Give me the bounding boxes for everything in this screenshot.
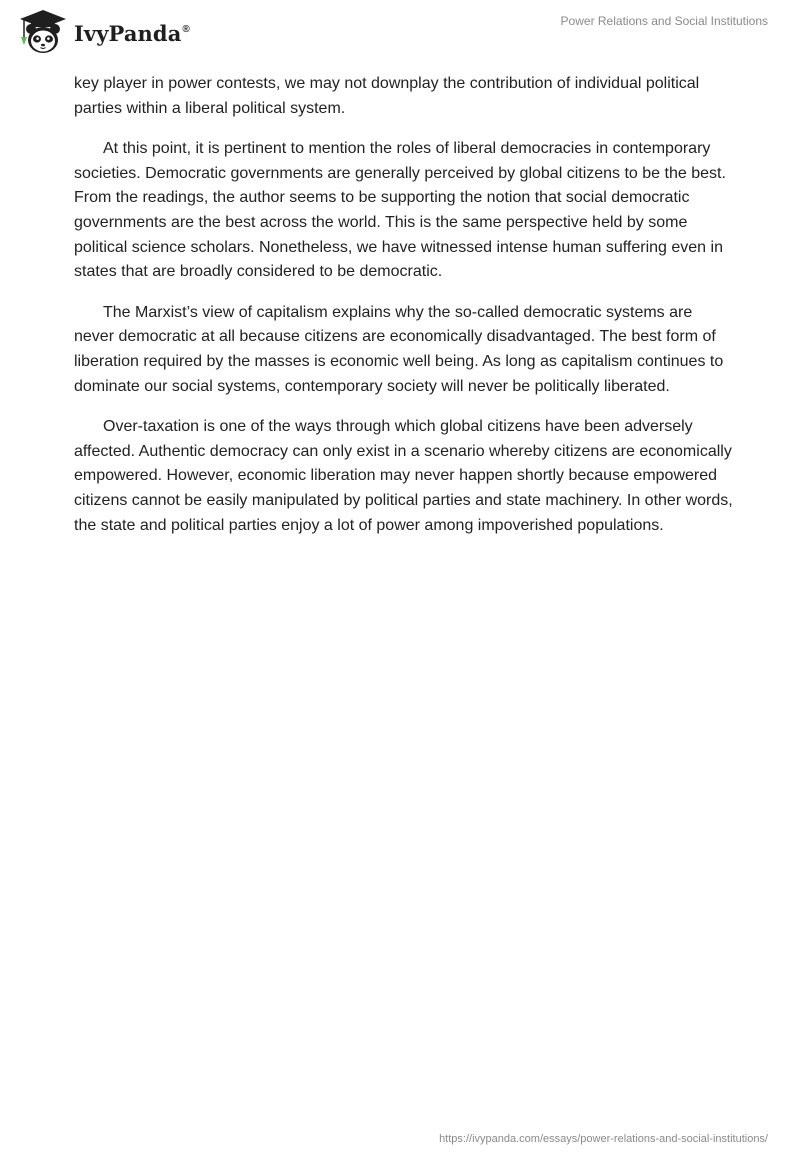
panda-graduate-icon [14, 8, 72, 56]
paragraph: Over-taxation is one of the ways through which global citizens have been adversely affected. Authentic democracy can only exist in a scenario whereby citizens are economically empowered. However, economic liberation may never happen shortly because empowered citizens cannot be easily manipulated by political parties and state machinery. In other words, the state and political parties enjoy a lot of power among impoverished populations. [74, 418, 733, 534]
registered-mark: ® [182, 23, 190, 35]
essay-body [74, 72, 734, 554]
paragraph: The Marxist’s view of capitalism explains why the so-called democratic systems are never democratic at all because citizens are economically disadvantaged. The best form of liberation required by the masses is economic well being. As long as capitalism continues to dominate our social systems, contemporary society will never be politically liberated. [74, 303, 724, 395]
paragraph-continued: key player in power contests, we may not downplay the contribution of individual political parties within a liberal political system. [74, 75, 700, 117]
brand-name [74, 21, 190, 46]
source-url[interactable]: https://ivypanda.com/essays/power-relations-and-social-institutions/ [439, 1133, 768, 1145]
brand-name-text: IvyPanda [74, 20, 182, 46]
ivypanda-logo[interactable] [14, 8, 190, 56]
running-title: Power Relations and Social Institutions [560, 14, 768, 28]
paragraph: At this point, it is pertinent to mention the roles of liberal democracies in contemporary societies. Democratic governments are generally perceived by global citizens to be the best. From the readings, the author seems to be supporting the notion that social democratic governments are the best across the world. This is the same perspective held by some political science scholars. Nonetheless, we have witnessed intense human suffering even in states that are broadly considered to be democratic. [74, 140, 726, 281]
page-header [0, 0, 800, 62]
